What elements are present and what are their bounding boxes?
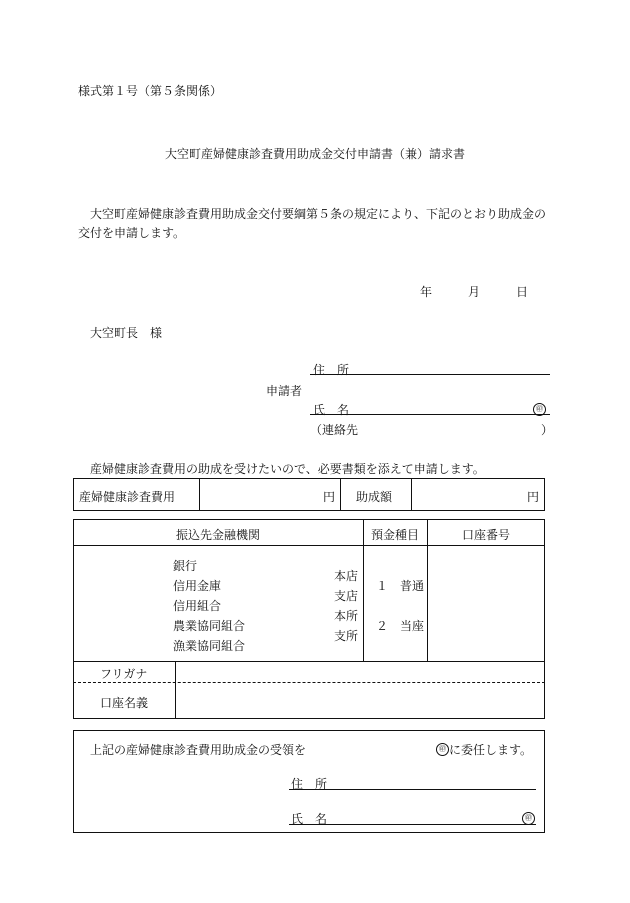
delegate-address-label: 住 所 [291, 777, 328, 791]
cost-yen: 円 [323, 490, 336, 504]
applicant-contact-close: ） [541, 423, 554, 437]
grant-label: 助成額 [356, 490, 393, 504]
header-deposit-type: 預金種目 [370, 528, 419, 542]
applicant-name-label: 氏 名 [313, 403, 350, 417]
date-day: 日 [516, 285, 529, 299]
delegation-text: 上記の産婦健康診査費用助成金の受領を [90, 743, 307, 757]
grant-yen: 円 [527, 490, 540, 504]
institution-shinkumi: 信用組合 [173, 599, 222, 613]
delegate-name-field[interactable] [289, 824, 536, 825]
delegate-name-label: 氏 名 [291, 812, 328, 826]
institution-nokyo: 農業協同組合 [173, 619, 246, 633]
delegation-seal-icon: ㊞ [436, 740, 449, 756]
page-title: 大空町産婦健康診査費用助成金交付申請書（兼）請求書 [164, 147, 465, 161]
intro-line-2: 交付を申請します。 [78, 226, 186, 240]
form-number: 様式第１号（第５条関係） [78, 84, 223, 98]
institution-bank: 銀行 [173, 559, 198, 573]
branch-honten: 本店 [334, 569, 359, 583]
applicant-name-field[interactable] [310, 414, 550, 415]
furigana-label: フリガナ [100, 667, 148, 681]
deposit-type-ordinary[interactable]: １ 普通 [376, 579, 425, 593]
applicant-address-label: 住 所 [313, 363, 350, 377]
deposit-type-checking[interactable]: ２ 当座 [376, 619, 425, 633]
cost-field[interactable] [200, 478, 340, 511]
header-bank: 振込先金融機関 [175, 528, 260, 542]
intro-line-1: 大空町産婦健康診査費用助成金交付要綱第５条の規定により、下記のとおり助成金の [90, 207, 547, 221]
account-number-field[interactable] [428, 546, 544, 660]
holder-field[interactable] [176, 683, 544, 718]
applicant-seal-icon: ㊞ [533, 400, 546, 416]
date-month: 月 [468, 285, 481, 299]
applicant-contact-open: （連絡先 [310, 423, 359, 437]
cost-label: 産婦健康診査費用 [79, 490, 176, 504]
institution-gyokyo: 漁業協同組合 [173, 639, 246, 653]
furigana-field[interactable] [176, 662, 544, 682]
institution-shinkin: 信用金庫 [173, 579, 222, 593]
delegate-address-field[interactable] [289, 789, 536, 790]
delegation-tail: に委任します。 [449, 743, 533, 757]
addressee: 大空町長 様 [90, 326, 163, 340]
header-account-number: 口座番号 [461, 528, 510, 542]
delegate-seal-icon: ㊞ [522, 809, 535, 825]
statement: 産婦健康診査費用の助成を受けたいので、必要書類を添えて申請します。 [90, 462, 485, 476]
grant-field[interactable] [412, 478, 544, 511]
applicant-label: 申請者 [266, 384, 303, 398]
branch-honsho: 本所 [334, 609, 359, 623]
applicant-address-field[interactable] [310, 374, 550, 375]
branch-shiten: 支店 [334, 589, 359, 603]
branch-shisho: 支所 [334, 629, 359, 643]
date-year: 年 [420, 285, 433, 299]
holder-label: 口座名義 [100, 696, 149, 710]
